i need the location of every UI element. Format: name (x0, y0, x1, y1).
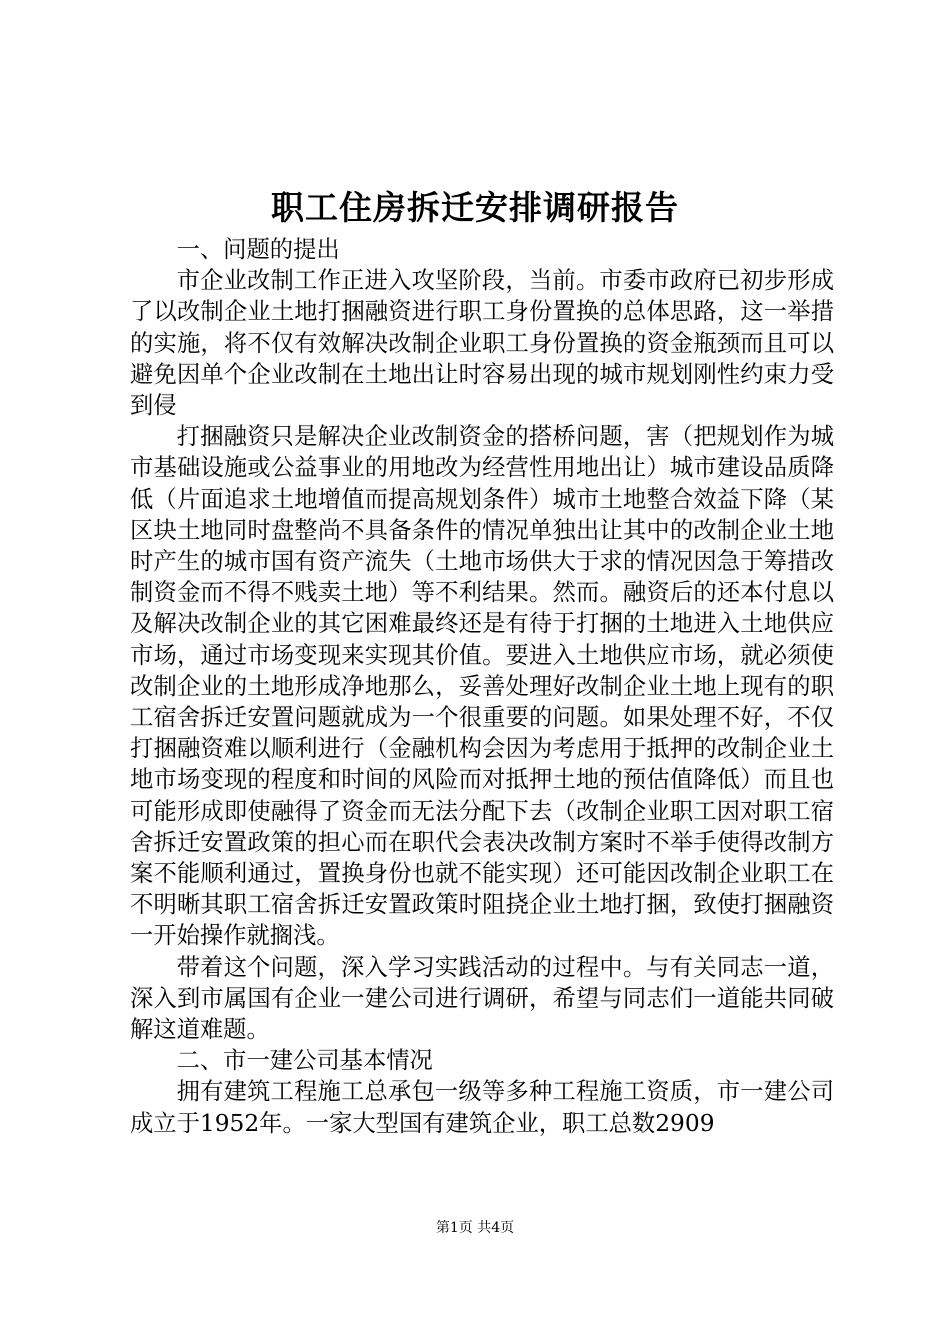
paragraph-1: 市企业改制工作正进入攻坚阶段，当前。市委市政府已初步形成了以改制企业土地打捆融资进行职工身份置换的总体思路，这一举措的实施，将不仅有效解决改制企业职工身份置换的资金瓶颈而且可以避免因单个企业改制在土地出让时容易出现的城市规划刚性约束力受到侵 (130, 267, 834, 420)
document-body (130, 234, 834, 1139)
paragraph-4: 拥有建筑工程施工总承包一级等多种工程施工资质，市一建公司成立于1952年。一家大型国有建筑企业，职工总数2909 (130, 1078, 834, 1137)
section-heading-1: 一、问题的提出 (176, 236, 340, 263)
paragraph-2: 打捆融资只是解决企业改制资金的搭桥问题，害（把规划作为城市基础设施或公益事业的用地改为经营性用地出让）城市建设品质降低（片面追求土地增值而提高规划条件）城市土地整合效益下降（某区块土地同时盘整尚不具备条件的情况单独出让其中的改制企业土地时产生的城市国有资产流失（土地市场供大于求的情况因急于筹措改制资金而不得不贱卖土地）等不利结果。然而。融资后的还本付息以及解决改制企业的其它困难最终还是有待于打捆的土地进入土地供应市场，通过市场变现来实现其价值。要进入土地供应市场，就必须使改制企业的土地形成净地那么，妥善处理好改制企业土地上现有的职工宿舍拆迁安置问题就成为一个很重要的问题。如果处理不好，不仅打捆融资难以顺利进行（金融机构会因为考虑用于抵押的改制企业土地市场变现的程度和时间的风险而对抵押土地的预估值降低）而且也可能形成即使融得了资金而无法分配下去（改制企业职工因对职工宿舍拆迁安置政策的担心而在职代会表决改制方案时不举手使得改制方案不能顺利通过，置换身份也就不能实现）还可能因改制企业职工在不明晰其职工宿舍拆迁安置政策时阻挠企业土地打捆，致使打捆融资一开始操作就搁浅。 (130, 423, 834, 950)
section-heading-2: 二、市一建公司基本情况 (176, 1047, 433, 1075)
paragraph-3: 带着这个问题，深入学习实践活动的过程中。与有关同志一道，深入到市属国有企业一建公司进行调研，希望与同志们一道能共同破解这道难题。 (130, 953, 834, 1044)
document-title: 职工住房拆迁安排调研报告 (271, 188, 679, 227)
page-footer: 第1页 共4页 (435, 1220, 515, 1236)
